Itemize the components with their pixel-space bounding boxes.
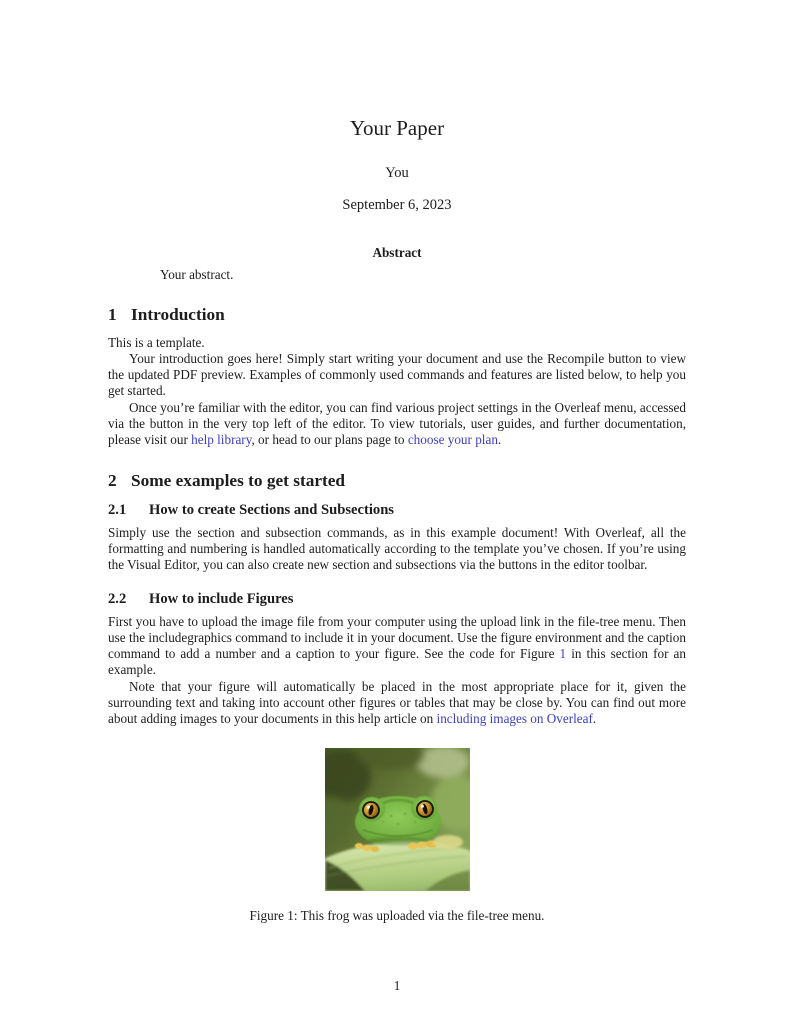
page-number: 1 xyxy=(393,978,401,993)
paragraph: This is a template. xyxy=(108,334,205,350)
text-segment: Once you’re familiar with the editor, you can find various project settings in the Overleaf menu, accessed via the button in the very top left of the editor. To view tutorials, user guides, and further documentation, please visit our xyxy=(108,399,686,448)
subsection-2-2-title: How to include Figures xyxy=(149,590,294,607)
text-segment: in this section for an example. xyxy=(108,646,687,678)
text-segment: . xyxy=(497,432,502,448)
section-2-heading xyxy=(108,470,686,491)
paragraph xyxy=(108,679,686,728)
text-segment: , or head to our plans page to xyxy=(251,432,408,448)
section-1-title: Introduction xyxy=(131,304,225,324)
subsection-2-1-heading xyxy=(108,501,686,519)
section-2-number: 2 xyxy=(108,470,117,490)
figure-caption: Figure 1: This frog was uploaded via the file-tree menu. xyxy=(249,907,545,923)
text-link[interactable]: choose your plan xyxy=(407,432,498,448)
section-1-number: 1 xyxy=(108,304,117,324)
subsection-2-2-number: 2.2 xyxy=(108,590,127,607)
paragraph: Simply use the section and subsection commands, as in this example document! With Overleaf, all the formatting and numbering is handled automatically according to the template you’ve chosen. If you’re using the Visual Editor, you can also create new section and subsections via the buttons in the editor toolbar. xyxy=(108,524,686,573)
text-link[interactable]: including images on Overleaf xyxy=(436,711,593,727)
paragraph xyxy=(108,400,686,449)
paragraph xyxy=(108,614,686,679)
text-segment: First you have to upload the image file from your computer using the upload link in the file-tree menu. Then use the includegraphics command to include it in your document. Use the figure environment and the caption command to add a number and a caption to your figure. See the code for Figure xyxy=(108,613,686,662)
doc-author: You xyxy=(385,165,409,181)
doc-title: Your Paper xyxy=(349,116,445,140)
text-link[interactable]: 1 xyxy=(559,646,567,662)
subsection-2-2-heading xyxy=(108,590,686,608)
subsection-2-1-title: How to create Sections and Subsections xyxy=(149,501,394,518)
text-link[interactable]: help library xyxy=(191,432,252,448)
frog-image xyxy=(325,748,470,891)
subsection-2-1-number: 2.1 xyxy=(108,501,127,518)
section-1-heading xyxy=(108,304,686,325)
text-segment: Note that your figure will automatically be placed in the most appropriate place for it, given the surrounding text and taking into account other figures or tables that may be close by. You can find out more about adding images to your documents in this help article on xyxy=(108,678,686,727)
abstract-text: Your abstract. xyxy=(160,267,234,283)
section-2-title: Some examples to get started xyxy=(131,470,346,490)
paragraph: Your introduction goes here! Simply start writing your document and use the Recompile button to view the updated PDF preview. Examples of commonly used commands and features are listed below, to help you get started. xyxy=(108,350,686,399)
abstract-heading: Abstract xyxy=(372,245,422,260)
figure-1 xyxy=(108,748,686,924)
text-segment: . xyxy=(592,711,597,727)
doc-date: September 6, 2023 xyxy=(342,197,452,213)
